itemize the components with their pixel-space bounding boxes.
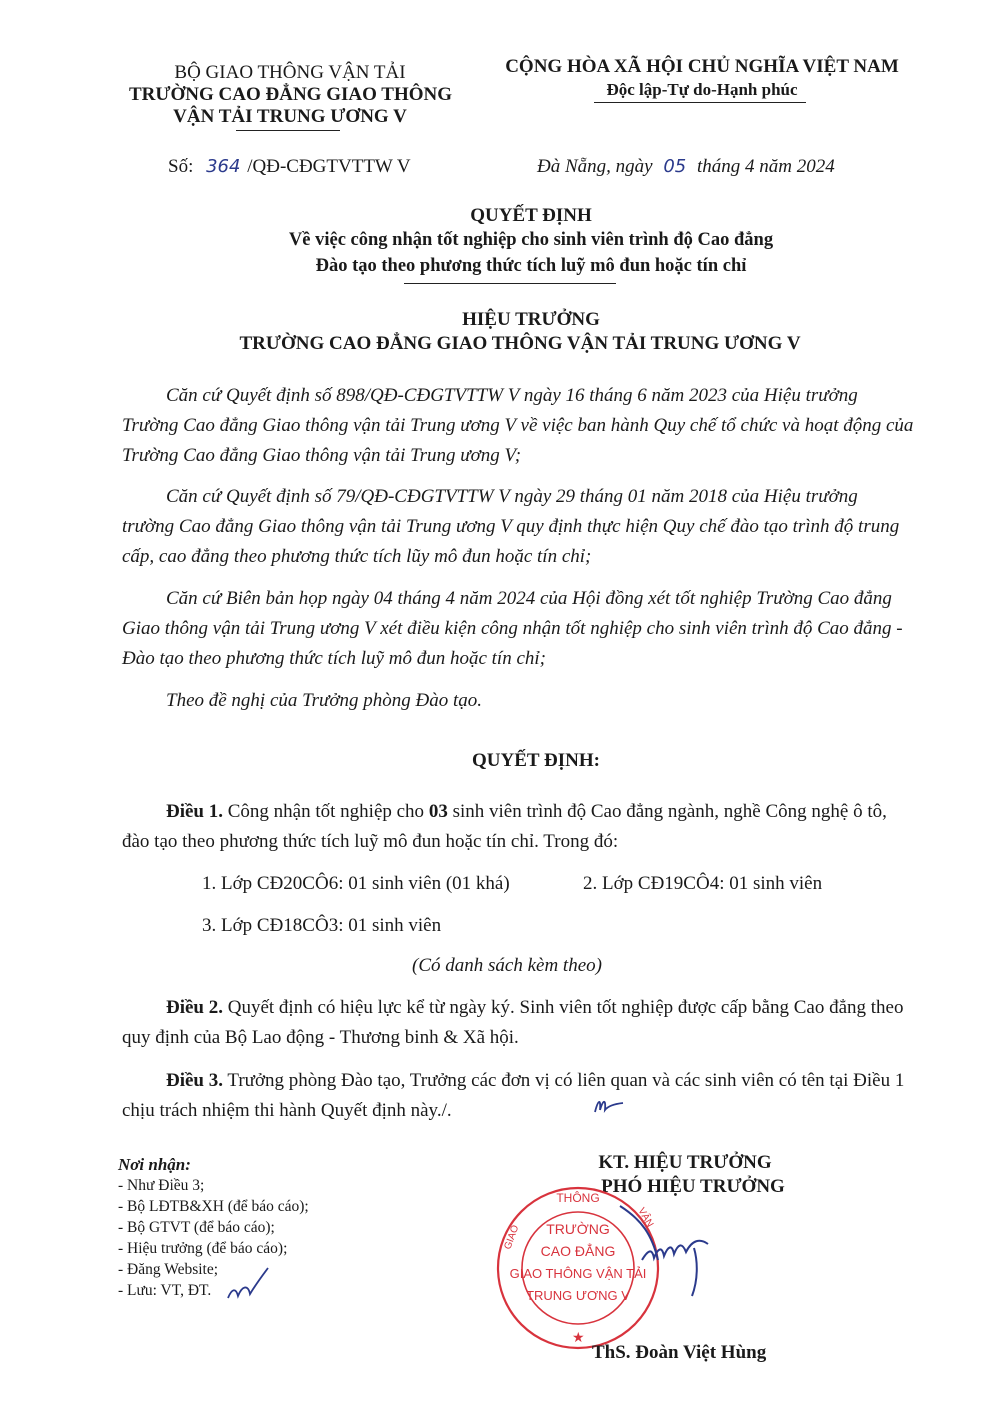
svg-text:GIAO: GIAO — [502, 1223, 522, 1252]
header-right-underline — [594, 102, 806, 103]
article-1-post: sinh viên trình độ Cao đẳng ngành, nghề Công nghệ ô tô, đào tạo theo phương thức tích luỹ mô đun hoặc tín chỉ. Trong đó: — [122, 801, 887, 852]
recipient-initial-mark — [222, 1264, 272, 1306]
signer-name: ThS. Đoàn Việt Hùng — [592, 1342, 767, 1363]
recipient-item: - Hiệu trưởng (để báo cáo); — [118, 1240, 288, 1257]
school-name-line2: VẬN TẢI TRUNG ƯƠNG V — [173, 106, 407, 127]
seal-line-1: TRƯỜNG — [546, 1221, 610, 1237]
seal-ring-text: THÔNG — [556, 1191, 600, 1205]
header-left-underline — [236, 130, 340, 131]
national-motto: Độc lập-Tự do-Hạnh phúc — [606, 80, 798, 99]
date-suffix: tháng 4 năm 2024 — [696, 156, 835, 177]
number-prefix: Số: — [168, 156, 194, 177]
handwritten-signature — [612, 1200, 722, 1300]
decision-heading: QUYẾT ĐỊNH: — [472, 750, 600, 771]
ministry-name: BỘ GIAO THÔNG VẬN TẢI — [174, 62, 406, 83]
handwritten-day: 05 — [663, 156, 687, 177]
basis-4-text: Theo đề nghị của Trưởng phòng Đào tạo. — [166, 690, 483, 711]
attached-list-note: (Có danh sách kèm theo) — [412, 955, 602, 976]
subtitle-underline — [404, 283, 616, 284]
decision-subtitle-line1: Về việc công nhận tốt nghiệp cho sinh viên trình độ Cao đẳng — [288, 230, 774, 250]
number-code: /QĐ-CĐGTVTTW V — [247, 156, 411, 177]
date-prefix: Đà Nẵng, ngày — [537, 156, 653, 177]
article-2-text: Quyết định có hiệu lực kể từ ngày ký. Sinh viên tốt nghiệp được cấp bằng Cao đẳng theo quy định của Bộ Lao động - Thương binh & Xã hội. — [122, 997, 904, 1048]
basis-paragraph-1 — [122, 381, 914, 471]
article-1-count: 03 — [428, 801, 448, 822]
basis-paragraph-2 — [122, 482, 914, 572]
article-1-pre: Công nhận tốt nghiệp cho — [227, 801, 425, 822]
class-item-1: 1. Lớp CĐ20CÔ6: 01 sinh viên (01 khá) — [202, 873, 510, 894]
seal-line-3: GIAO THÔNG VẬN TẢI — [509, 1266, 647, 1281]
decision-title: QUYẾT ĐỊNH — [470, 205, 592, 226]
article-3-label: Điều 3. — [166, 1070, 223, 1091]
basis-paragraph-3 — [122, 584, 914, 674]
article-2 — [122, 993, 914, 1053]
recipient-item: - Bộ GTVT (để báo cáo); — [118, 1219, 275, 1236]
document-number — [168, 156, 411, 178]
recipient-item: - Đăng Website; — [118, 1261, 219, 1278]
recipient-item: - Như Điều 3; — [118, 1177, 205, 1194]
basis-paragraph-4 — [122, 686, 914, 716]
initial-mark — [592, 1094, 626, 1118]
authority-title: HIỆU TRƯỞNG — [462, 309, 600, 330]
seal-line-2: CAO ĐẲNG — [540, 1243, 616, 1259]
handwritten-number: 364 — [206, 156, 241, 177]
recipient-item: - Bộ LĐTB&XH (để báo cáo); — [118, 1198, 309, 1215]
issue-date — [537, 156, 835, 178]
article-1 — [122, 797, 914, 857]
authority-school: TRƯỜNG CAO ĐẲNG GIAO THÔNG VẬN TẢI TRUNG ƯƠNG V — [239, 333, 801, 354]
class-item-3: 3. Lớp CĐ18CÔ3: 01 sinh viên — [202, 915, 442, 936]
class-item-2: 2. Lớp CĐ19CÔ4: 01 sinh viên — [583, 873, 823, 894]
seal-line-4: TRUNG ƯƠNG V — [526, 1288, 630, 1303]
recipient-item: - Lưu: VT, ĐT. — [118, 1282, 212, 1299]
article-3-text: Trưởng phòng Đào tạo, Trưởng các đơn vị có liên quan và các sinh viên có tên tại Điều 1 chịu trách nhiệm thi hành Quyết định này./. — [122, 1070, 905, 1121]
article-1-label: Điều 1. — [166, 801, 223, 822]
basis-1-text: Căn cứ Quyết định số 898/QĐ-CĐGTVTTW V ngày 16 tháng 6 năm 2023 của Hiệu trưởng Trường Cao đẳng Giao thông vận tải Trung ương V về việc ban hành Quy chế tổ chức và hoạt động của Trường Cao đẳng Giao thông vận tải Trung ương V; — [122, 385, 914, 466]
recipients-title: Nơi nhận: — [118, 1155, 191, 1174]
decision-subtitle-line2: Đào tạo theo phương thức tích luỹ mô đun hoặc tín chỉ — [315, 256, 747, 276]
signature-title-2: PHÓ HIỆU TRƯỞNG — [601, 1176, 785, 1197]
svg-text:VẬN: VẬN — [635, 1206, 656, 1230]
basis-2-text: Căn cứ Quyết định số 79/QĐ-CĐGTVTTW V ngày 29 tháng 01 năm 2018 của Hiệu trưởng trường Cao đẳng Giao thông vận tải Trung ương V quy định thực hiện Quy chế đào tạo trình độ trung cấp, cao đẳng theo phương thức tích lũy mô đun hoặc tín chỉ; — [122, 486, 900, 567]
national-title: CỘNG HÒA XÃ HỘI CHỦ NGHĨA VIỆT NAM — [505, 56, 899, 77]
article-3 — [122, 1066, 914, 1126]
school-name-line1: TRƯỜNG CAO ĐẲNG GIAO THÔNG — [128, 84, 453, 105]
signature-title-1: KT. HIỆU TRƯỞNG — [598, 1152, 772, 1173]
basis-3-text: Căn cứ Biên bản họp ngày 04 tháng 4 năm 2024 của Hội đồng xét tốt nghiệp Trường Cao đẳng Giao thông vận tải Trung ương V xét điều kiện công nhận tốt nghiệp cho sinh viên trình độ Cao đẳng - Đào tạo theo phương thức tích luỹ mô đun hoặc tín chỉ; — [122, 588, 903, 669]
svg-text:★: ★ — [572, 1331, 585, 1346]
article-2-label: Điều 2. — [166, 997, 223, 1018]
